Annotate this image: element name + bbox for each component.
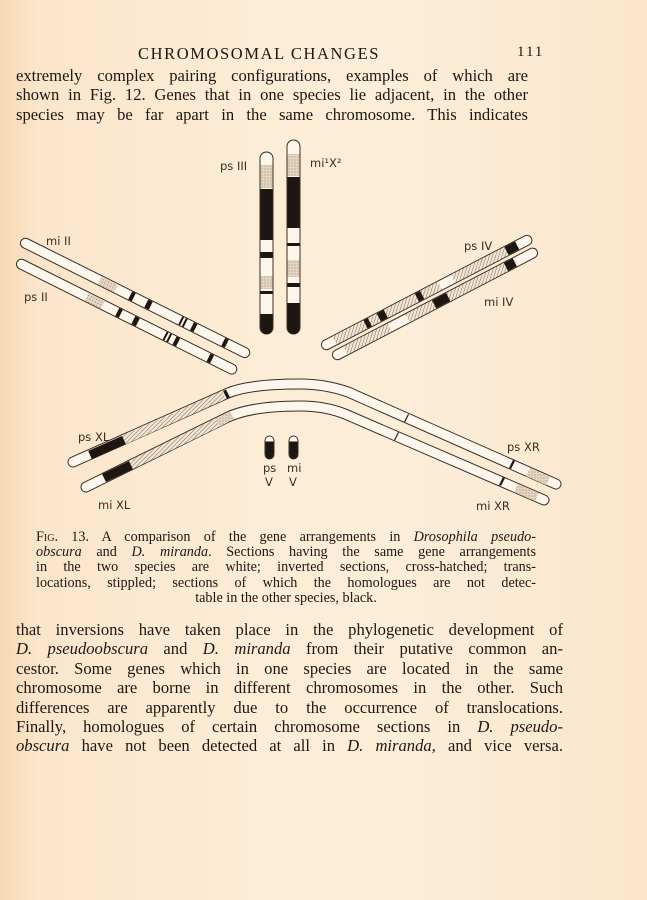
species-name: D. pseudoobscura bbox=[16, 639, 149, 659]
label-mi-ii: mi II bbox=[46, 234, 71, 248]
label-mi-v: mi bbox=[287, 461, 302, 475]
caption-line: table in the other species, black. bbox=[195, 589, 377, 606]
label-ps-xl: ps XL bbox=[78, 430, 110, 444]
caption-line: in the two species are white; inverted sections, cross-hatched; trans- bbox=[36, 559, 536, 576]
figure-label: Fig. 13. bbox=[36, 529, 90, 545]
running-head: CHROMOSOMAL CHANGES bbox=[138, 44, 381, 63]
label-ps-iii: ps III bbox=[220, 159, 248, 173]
species-name: D. miranda bbox=[131, 544, 209, 561]
body-text: from their putative common an- bbox=[290, 639, 563, 659]
paragraph-top bbox=[16, 66, 528, 124]
label-mi-xl: mi XL bbox=[98, 498, 131, 512]
caption-line: locations, stippled; sections of which the homologues are not detec- bbox=[36, 574, 536, 591]
text-line: cestor. Some genes which in one species are located in the same bbox=[16, 658, 563, 678]
species-name: Drosophila pseudo- bbox=[413, 529, 536, 545]
chromosome-ps-iv bbox=[320, 234, 534, 352]
body-text: have not been detected at all in bbox=[69, 736, 348, 756]
paragraph-bottom bbox=[16, 620, 563, 756]
body-text: and bbox=[148, 639, 203, 659]
label-ps-iv: ps IV bbox=[464, 239, 493, 253]
chromosome-ps-ii bbox=[15, 258, 239, 376]
chromosome-mi-ii bbox=[19, 237, 252, 360]
species-name: obscura bbox=[16, 736, 70, 756]
caption-text: A comparison of the gene arrangements in bbox=[101, 529, 414, 545]
chromosome-mi-v bbox=[289, 436, 298, 459]
species-name: D. miranda bbox=[202, 639, 291, 659]
page-number: 111 bbox=[517, 44, 545, 60]
caption-text: and bbox=[81, 544, 132, 561]
species-name: D. miranda, bbox=[347, 736, 436, 756]
chromosome-ps-iii bbox=[260, 152, 273, 334]
text-line: that inversions have taken place in the phylogenetic development of bbox=[16, 620, 563, 639]
label-ps-v: ps bbox=[263, 461, 277, 475]
body-text: Finally, homologues of certain chromosome sections in bbox=[16, 717, 478, 737]
label-mi-v-numeral: V bbox=[289, 475, 297, 489]
label-ps-xr: ps XR bbox=[507, 440, 540, 454]
text-line: shown in Fig. 12. Genes that in one species lie adjacent, in the other bbox=[16, 85, 528, 105]
text-line bbox=[16, 736, 563, 755]
text-line bbox=[16, 639, 563, 658]
caption-line bbox=[36, 545, 536, 560]
label-ps-v-numeral: V bbox=[265, 475, 273, 489]
figure-caption bbox=[36, 530, 536, 606]
label-mi-x2: mi¹X² bbox=[310, 156, 342, 170]
body-text: and vice versa. bbox=[435, 736, 563, 756]
text-line bbox=[16, 717, 563, 736]
species-name: D. pseudo- bbox=[477, 717, 563, 737]
text-line: differences are apparently due to the occurrence of translocations. bbox=[16, 697, 563, 717]
species-name: obscura bbox=[36, 544, 82, 561]
caption-text: . Sections having the same gene arrangements bbox=[208, 544, 536, 561]
page-header bbox=[0, 44, 647, 66]
label-mi-xr: mi XR bbox=[476, 499, 510, 513]
chromosome-mi-x2 bbox=[287, 140, 300, 334]
label-ps-ii: ps II bbox=[24, 290, 48, 304]
caption-line bbox=[36, 530, 536, 545]
text-line: extremely complex pairing configurations, examples of which are bbox=[16, 66, 528, 85]
label-mi-iv: mi IV bbox=[484, 295, 514, 309]
text-line: chromosome are borne in different chromosomes in the other. Such bbox=[16, 678, 563, 698]
chromosome-ps-v bbox=[265, 436, 274, 459]
text-line: species may be far apart in the same chromosome. This indicates bbox=[16, 104, 528, 124]
chromosome-figure bbox=[0, 130, 647, 525]
